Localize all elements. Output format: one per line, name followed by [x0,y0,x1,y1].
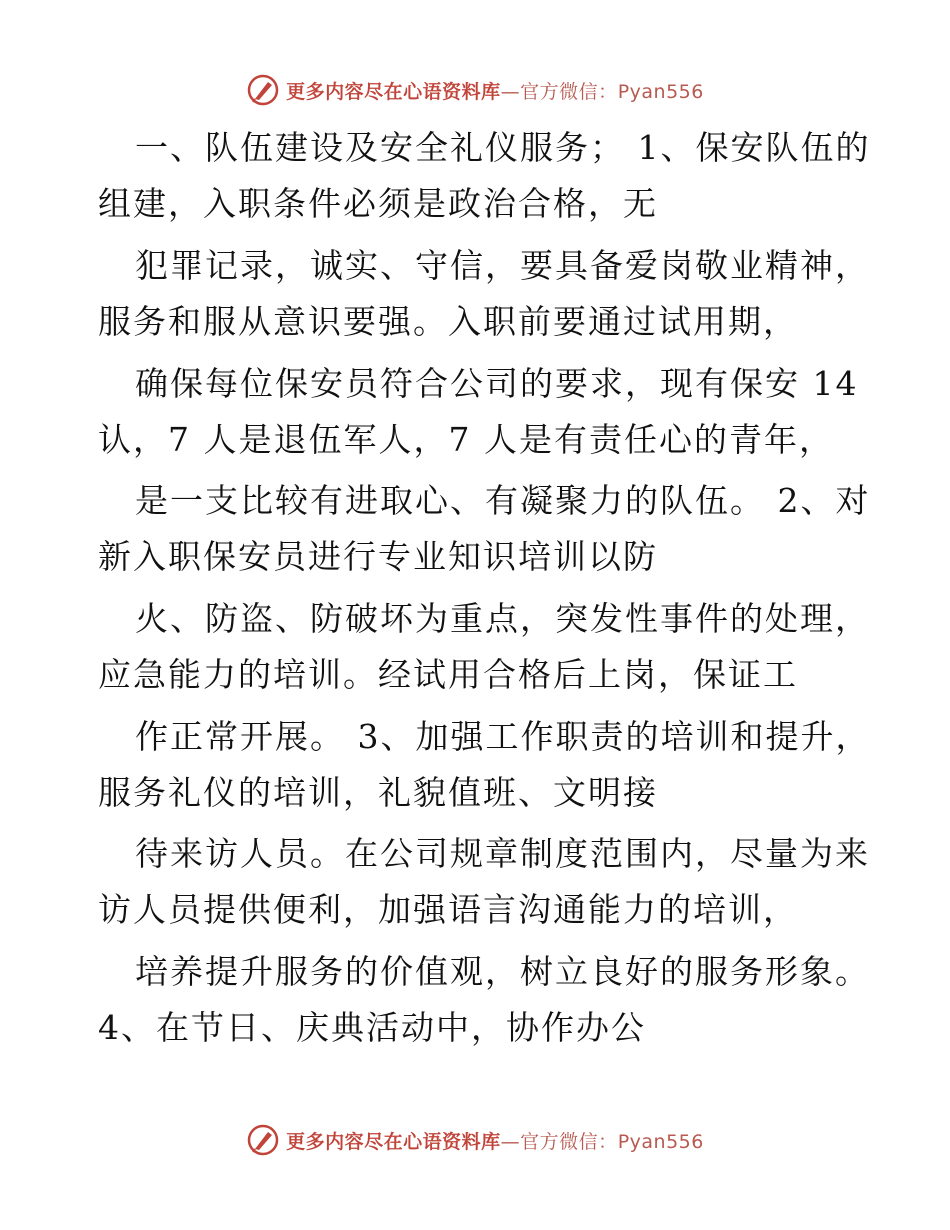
quill-circle-icon [246,1123,280,1157]
text-line: 作正常开展。 3、加强工作职责的培训和提升， [135,717,871,756]
banner-sub: 官方微信： [520,80,618,103]
banner-dash: — [500,80,521,103]
text-line: 组建，入职条件必须是政治合格，无 [98,184,658,223]
text-line: 待来访人员。在公司规章制度范围内，尽量为来 [135,834,870,873]
banner-sub: 官方微信： [520,1130,618,1153]
text-line: 培养提升服务的价值观，树立良好的服务形象。 [135,952,870,991]
text-line: 火、防盗、防破坏为重点，突发性事件的处理， [135,599,870,638]
banner-text [286,77,704,104]
text-line: 服务和服从意识要强。入职前要通过试用期， [98,302,798,341]
banner-main: 更多内容尽在心语资料库 [286,1130,501,1153]
banner-main: 更多内容尽在心语资料库 [286,80,501,103]
text-line: 犯罪记录，诚实、守信，要具备爱岗敬业精神， [135,246,870,285]
text-line: 访人员提供便利，加强语言沟通能力的培训， [98,890,798,929]
banner-id: Pyan556 [617,80,704,103]
text-line: 新入职保安员进行专业知识培训以防 [98,537,658,576]
text-line: 服务礼仪的培训，礼貌值班、文明接 [98,773,658,812]
text-line: 认，7 人是退伍军人，7 人是有责任心的青年， [98,420,834,459]
footer-banner [0,1120,950,1160]
text-line: 一、队伍建设及安全礼仪服务； 1、保安队伍的 [135,128,871,167]
header-banner [0,70,950,110]
text-line: 确保每位保安员符合公司的要求，现有保安 14 [135,364,859,403]
text-line: 4、在节日、庆典活动中，协作办公 [98,1008,646,1047]
banner-text [286,1127,704,1154]
banner-id: Pyan556 [617,1130,704,1153]
banner-dash: — [500,1130,521,1153]
quill-circle-icon [246,73,280,107]
text-line: 应急能力的培训。经试用合格后上岗，保证工 [98,655,798,694]
text-line: 是一支比较有进取心、有凝聚力的队伍。 2、对 [135,481,871,520]
